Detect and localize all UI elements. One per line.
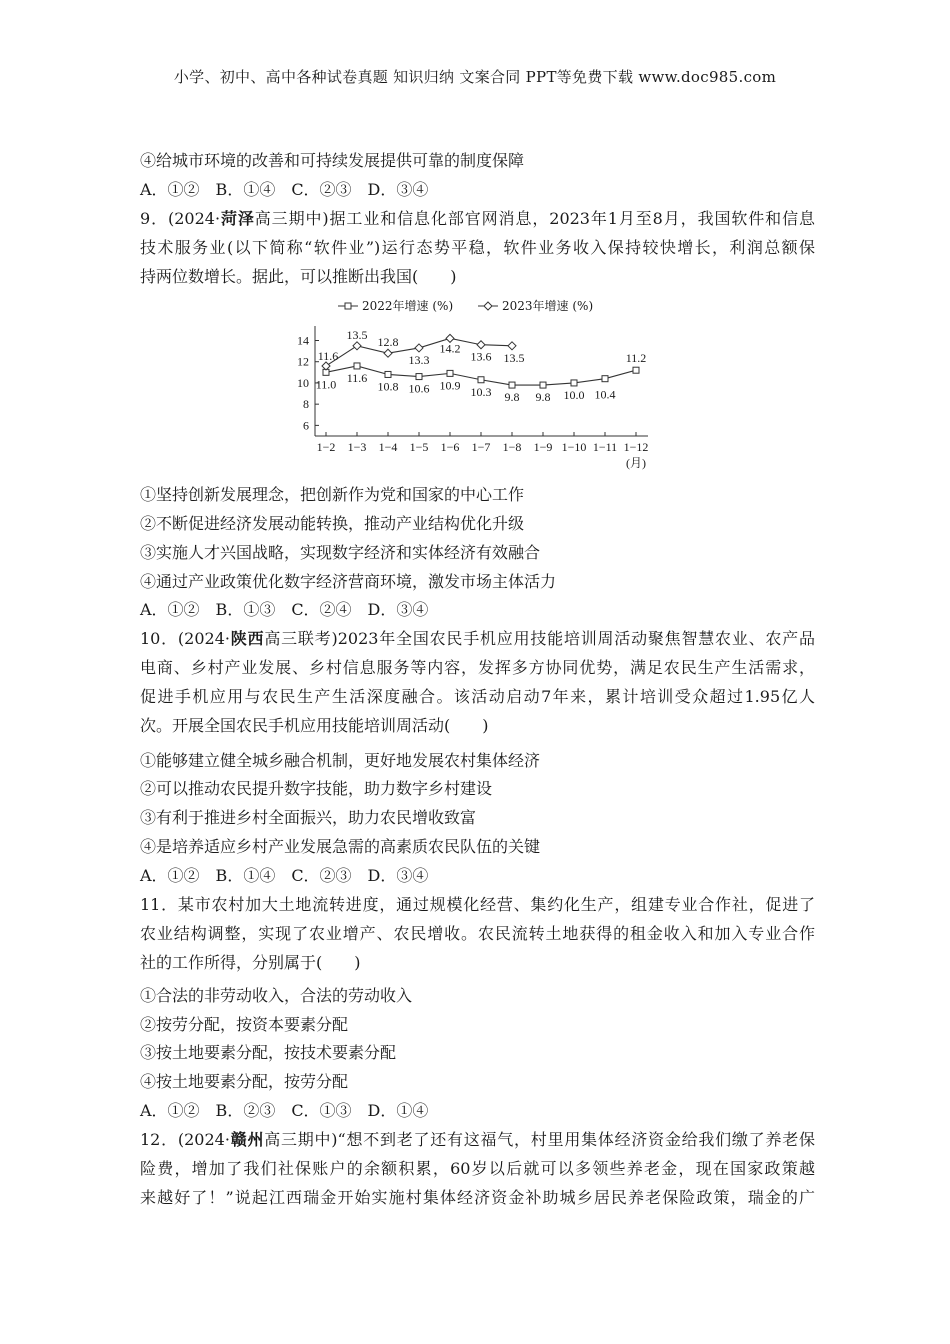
data-point-2022 [447, 370, 453, 376]
data-label-2022: 10.6 [408, 381, 430, 396]
data-point-2022 [354, 363, 360, 369]
data-label-2022: 10.8 [377, 379, 399, 394]
q9-item-1: ①坚持创新发展理念，把创新作为党和国家的中心工作 [140, 485, 525, 504]
y-tick-label: 14 [297, 333, 309, 348]
data-label-2022: 9.8 [535, 390, 551, 405]
data-point-2022 [540, 382, 546, 388]
prev-question-item-4: ④给城市环境的改善和可持续发展提供可靠的制度保障 [140, 151, 525, 170]
q11-item-1: ①合法的非劳动收入，合法的劳动收入 [140, 986, 413, 1005]
data-label-2022: 11.0 [315, 377, 337, 392]
data-label-2022: 10.9 [439, 378, 461, 393]
prev-question-options: A．①② B．①④ C．②③ D．③④ [140, 180, 429, 199]
x-tick-label: 1−7 [471, 440, 491, 454]
q11-stem-line-3: 社的工作所得，分别属于( ) [140, 953, 361, 972]
data-label-2023: 13.6 [470, 349, 492, 364]
q11-item-3: ③按土地要素分配，按技术要素分配 [140, 1043, 397, 1062]
q10-item-1: ①能够建立健全城乡融合机制，更好地发展农村集体经济 [140, 751, 541, 770]
q12-stem-line-1: 12．(2024·赣州高三期中)“想不到老了还有这福气，村里用集体经济资金给我们缴了养老保 [140, 1130, 815, 1149]
data-label-2023: 12.8 [377, 335, 399, 350]
legend-marker-diamond [484, 302, 492, 310]
q10-source: 陕西 [229, 629, 265, 648]
q11-stem-line-1: 11．某市农村加大土地流转进度，通过规模化经营、集约化生产，组建专业合作社，促进了 [140, 895, 815, 914]
data-point-2022 [416, 374, 422, 380]
x-tick-label: 1−10 [561, 440, 587, 454]
data-point-2022 [571, 380, 577, 386]
q11-item-4: ④按土地要素分配，按劳分配 [140, 1072, 349, 1091]
q9-item-3: ③实施人才兴国战略，实现数字经济和实体经济有效融合 [140, 543, 541, 562]
x-tick-label: 1−11 [592, 440, 618, 454]
data-point-2023 [477, 341, 485, 349]
q9-growth-line-chart [280, 296, 660, 476]
data-label-2023: 13.3 [408, 352, 430, 367]
legend-marker-square [345, 303, 351, 309]
q10-stem-line-3: 促进手机应用与农民生产生活深度融合。该活动启动7年来，累计培训受众超过1.95亿人 [140, 687, 815, 706]
q11-options: A．①② B．②③ C．①③ D．①④ [140, 1101, 429, 1120]
q10-item-2: ②可以推动农民提升数字技能，助力数字乡村建设 [140, 779, 493, 798]
y-tick-label: 6 [303, 418, 309, 433]
data-point-2022 [509, 382, 515, 388]
data-label-2023: 14.2 [439, 341, 461, 356]
q10-item-4: ④是培养适应乡村产业发展急需的高素质农民队伍的关键 [140, 837, 541, 856]
q10-stem-line-1: 10．(2024·陕西高三联考)2023年全国农民手机应用技能培训周活动聚焦智慧农业、农产品 [140, 629, 815, 648]
q10-item-3: ③有利于推进乡村全面振兴，助力农民增收致富 [140, 808, 477, 827]
data-label-2023: 13.5 [346, 327, 368, 342]
y-tick-label: 10 [297, 375, 309, 390]
data-label-2022: 10.4 [594, 387, 616, 402]
data-label-2022: 10.3 [470, 384, 492, 399]
data-label-2022: 11.6 [346, 370, 368, 385]
q10-stem-line-4: 次。开展全国农民手机应用技能培训周活动( ) [140, 716, 489, 735]
x-tick-label: 1−3 [347, 440, 367, 454]
q12-stem-line-2: 险费，增加了我们社保账户的余额积累，60岁以后就可以多领些养老金，现在国家政策越 [140, 1159, 815, 1178]
q11-stem-line-2: 农业结构调整，实现了农业增产、农民增收。农民流转土地获得的租金收入和加入专业合作 [140, 924, 815, 943]
q9-item-2: ②不断促进经济发展动能转换，推动产业结构优化升级 [140, 514, 525, 533]
q10-stem-line-2: 电商、乡村产业发展、乡村信息服务等内容，发挥多方协同优势，满足农民生产生活需求， [140, 658, 815, 677]
data-label-2022: 10.0 [563, 387, 585, 402]
data-point-2022 [633, 367, 639, 373]
q9-options: A．①② B．①③ C．②④ D．③④ [140, 600, 429, 619]
data-label-2023: 13.5 [503, 350, 525, 365]
x-unit-label: (月) [626, 456, 646, 470]
q10-options: A．①② B．①④ C．②③ D．③④ [140, 866, 429, 885]
q9-stem-line-1: 9．(2024·菏泽高三期中)据工业和信息化部官网消息，2023年1月至8月，我国软件和信息 [140, 209, 815, 228]
page-header: 小学、初中、高中各种试卷真题 知识归纳 文案合同 PPT等免费下载 www.doc985.com [173, 68, 777, 86]
y-tick-label: 12 [297, 354, 309, 369]
q9-stem-line-3: 持两位数增长。据此，可以推断出我国( ) [140, 267, 457, 286]
data-point-2023 [353, 342, 361, 350]
x-tick-label: 1−2 [316, 440, 336, 454]
q11-item-2: ②按劳分配，按资本要素分配 [140, 1015, 349, 1034]
data-point-2022 [385, 371, 391, 377]
data-point-2023 [508, 342, 516, 350]
x-tick-label: 1−9 [533, 440, 553, 454]
x-tick-label: 1−8 [502, 440, 522, 454]
x-tick-label: 1−5 [409, 440, 429, 454]
data-label-2023: 11.6 [317, 348, 339, 363]
legend-label-1: 2022年增速 (%) [362, 299, 454, 313]
q12-stem-line-3: 来越好了！”说起江西瑞金开始实施村集体经济资金补助城乡居民养老保险政策，瑞金的广 [140, 1188, 815, 1207]
data-point-2022 [478, 377, 484, 383]
data-point-2023 [415, 344, 423, 352]
x-tick-label: 1−4 [378, 440, 398, 454]
q9-source: 菏泽 [220, 209, 255, 228]
data-point-2022 [602, 376, 608, 382]
q9-stem-line-2: 技术服务业(以下简称“软件业”)运行态势平稳，软件业务收入保持较快增长，利润总额保 [140, 238, 815, 257]
x-tick-label: 1−12 [623, 440, 649, 454]
q12-source: 赣州 [229, 1130, 265, 1149]
data-label-2022: 11.2 [625, 351, 647, 366]
data-label-2022: 9.8 [504, 390, 520, 405]
y-tick-label: 8 [303, 397, 309, 412]
x-tick-label: 1−6 [440, 440, 460, 454]
q9-item-4: ④通过产业政策优化数字经济营商环境，激发市场主体活力 [140, 572, 557, 591]
data-point-2023 [322, 362, 330, 370]
legend-label-2: 2023年增速 (%) [502, 299, 594, 313]
data-point-2023 [384, 349, 392, 357]
